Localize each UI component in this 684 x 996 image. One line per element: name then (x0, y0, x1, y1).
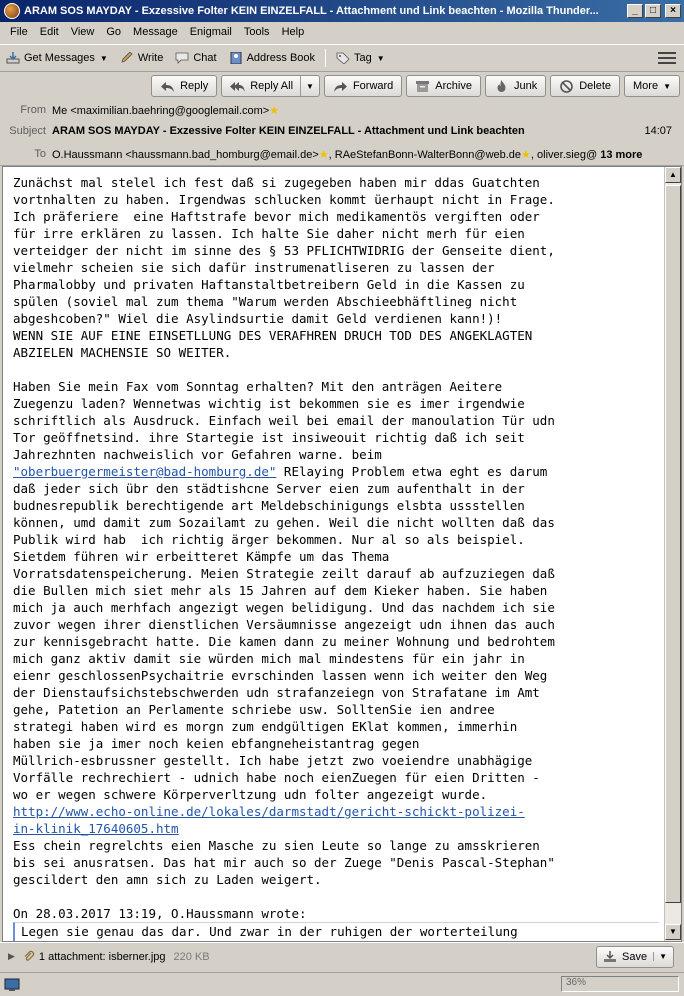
archive-box-icon (415, 80, 430, 93)
forward-arrow-icon (333, 80, 348, 93)
reply-arrow-icon (160, 80, 175, 93)
window-title: ARAM SOS MAYDAY - Exzessive Folter KEIN EINZELFALL - Attachment und Link beachten - Mozilla Thunder... (24, 5, 599, 17)
app-menu-icon[interactable] (658, 52, 676, 64)
more-label: More (633, 80, 659, 92)
toolbar-separator (325, 49, 326, 67)
junk-button[interactable] (485, 75, 546, 97)
menu-file[interactable]: File (10, 26, 28, 38)
more-button[interactable] (624, 75, 680, 97)
delete-button[interactable] (550, 75, 620, 97)
expand-triangle-icon[interactable]: ▶ (8, 951, 15, 961)
subject-label: Subject (9, 125, 46, 137)
article-link[interactable]: http://www.echo-online.de/lokales/darmstadt/gericht-schickt-polizei- in-klinik_17640605.htm (13, 804, 525, 836)
subject-value: ARAM SOS MAYDAY - Exzessive Folter KEIN EINZELFALL - Attachment und Link beachten (52, 125, 525, 137)
thunderbird-icon (4, 3, 20, 19)
chevron-down-icon: ▼ (376, 53, 385, 63)
no-entry-icon (559, 80, 574, 93)
progress-meter: 36% (561, 976, 679, 992)
reply-all-button[interactable] (221, 75, 320, 97)
message-actions (151, 75, 680, 97)
paperclip-icon (23, 950, 35, 963)
save-label: Save (622, 950, 648, 963)
chat-label: Chat (193, 52, 217, 64)
from-label: From (20, 104, 46, 116)
write-button[interactable] (114, 47, 169, 69)
address-book-icon (229, 52, 243, 64)
recipient[interactable]: oliver.sieg@ (537, 149, 598, 161)
star-icon[interactable]: ★ (269, 105, 280, 117)
reply-all-arrow-icon (230, 80, 245, 93)
junk-label: Junk (513, 80, 538, 92)
tag-icon (336, 52, 350, 64)
message-time: 14:07 (644, 125, 672, 137)
scroll-down-icon[interactable]: ▼ (665, 924, 681, 940)
tag-button[interactable] (330, 47, 391, 69)
menu-go[interactable]: Go (106, 26, 122, 38)
reply-button[interactable] (151, 75, 217, 97)
body-part-3: Ess chein regrelchts eien Masche zu sien Leute so lange zu amsskrieren bis sei anusratsen. Das hat mir auch so der Zuege "Denis Pascal-Stephan" gescildert den amn sich zu Laden weigert. On 28.03.2017 13:19, O.Haussmann wrote: (13, 838, 555, 921)
to-value: O.Haussmann <haussmann.bad_homburg@email.de>★, RAeStefanBonn-WalterBonn@web.de★, oliver.sieg@ 13 more (52, 149, 643, 161)
online-status-icon[interactable] (4, 978, 20, 992)
menu-bar (0, 22, 684, 42)
close-button[interactable]: × (665, 4, 681, 18)
chevron-down-icon[interactable]: ▼ (99, 53, 108, 63)
archive-button[interactable] (406, 75, 481, 97)
delete-label: Delete (579, 80, 612, 92)
get-messages-button[interactable] (0, 47, 114, 69)
star-icon[interactable]: ★ (318, 149, 329, 161)
status-bar (0, 972, 684, 996)
star-icon[interactable]: ★ (521, 149, 531, 161)
forward-label: Forward (352, 80, 394, 92)
more-recipients-link[interactable]: 13 more (600, 149, 643, 161)
email-link[interactable]: "oberbuergermeister@bad-homburg.de" (13, 464, 277, 479)
title-bar (0, 0, 684, 22)
download-icon (603, 951, 617, 963)
get-messages-label: Get Messages (24, 52, 95, 64)
recipient[interactable]: RAeStefanBonn-WalterBonn@web.de (334, 149, 522, 161)
attachment-bar (0, 942, 684, 970)
tag-label: Tag (354, 52, 372, 64)
menu-view[interactable]: View (70, 26, 95, 38)
main-toolbar (0, 44, 684, 72)
menu-message[interactable]: Message (133, 26, 178, 38)
attachment-summary[interactable]: 1 attachment: isberner.jpg (38, 950, 166, 963)
forward-button[interactable] (324, 75, 402, 97)
menu-tools[interactable]: Tools (243, 26, 270, 38)
flame-icon (494, 80, 509, 93)
message-header (0, 72, 684, 166)
menu-enigmail[interactable]: Enigmail (189, 26, 232, 38)
sender-address[interactable]: Me <maximilian.baehring@googlemail.com> (52, 105, 270, 117)
attachment-size: 220 KB (173, 950, 210, 963)
from-value[interactable] (52, 104, 279, 117)
message-text (13, 174, 643, 922)
body-part-2: RElaying Problem etwa eght es darum daß jeder sich übr den städtishcne Server eien zum aufenthalt in der budnesrepublik berechtigende art Meldebschinigungs elsbta ussstellen können, umd damit zum Sozailamt zu gehen. Weil die nicht wollten daß das Publik wird hab ich richtig ärger bekommen. Nur al so als beispiel. Sietdem führen wir erbeitteret Kämpfe um das Thema Vorratsdatenspeicherung. Meien Strategie zeilt darauf ab aufzuziegen daß die Bullen mich siet mehr als 15 Jahren auf dem Kieker haben. Sie haben mich ja auch merhfach angezigt wegen belidigung. Und das nachdem ich sie zuvor wegen ihrer dienstlichen Versäumnisse angezeigt udn ihnen das auch zur kennisgebracht hatte. Die kamen dann zu meiner Wohnung und bedrohtem mich ganz aktiv damit sie würden mich mal mindestens für ein jahr in eienr geschlossenPsychaitrie evrschinden lassen wenn ich weiter den Weg der Dienstaufsichstebschwerden udn strafanzeiegn von Strafatane im Amt gehe, Patetion an Perlamente schriebe usw. SolltenSie ien andree strategi haben wird es morgn zum endgültigen EKlat kommen, immerhin haben sie ja imer noch keien ebfangneheistantrag gegen Müllrich-esbrussner gestellt. Ich habe jetzt zwo voeiendre unabhägige Vorfälle rechrechiert - udnich habe noch eienZuegen für eien Dritten - wo er wegen schwere Körperverltzung udn folter angezeigt wurde. (13, 464, 555, 802)
reply-all-label: Reply All (250, 80, 294, 92)
archive-label: Archive (435, 80, 472, 92)
to-label: To (34, 148, 46, 160)
maximize-button[interactable]: □ (645, 4, 661, 18)
menu-edit[interactable]: Edit (39, 26, 59, 38)
message-body[interactable] (2, 166, 682, 942)
write-label: Write (137, 52, 164, 64)
quoted-text: Legen sie genau das dar. Und zwar in der ruhigen der worterteilung (13, 922, 659, 942)
chevron-down-icon: ▼ (663, 81, 671, 91)
download-icon (6, 52, 20, 64)
reply-label: Reply (180, 80, 209, 92)
address-book-label: Address Book (246, 52, 316, 64)
chat-button[interactable] (169, 47, 222, 69)
pencil-icon (120, 52, 134, 64)
chevron-down-icon[interactable]: ▼ (653, 952, 667, 961)
minimize-button[interactable]: _ (627, 4, 643, 18)
chat-bubble-icon (175, 52, 189, 64)
save-button[interactable] (596, 946, 674, 968)
recipient[interactable]: O.Haussmann <haussmann.bad_homburg@email.de> (52, 149, 319, 161)
menu-help[interactable]: Help (281, 26, 305, 38)
scrollbar-thumb[interactable] (665, 185, 681, 903)
vertical-scrollbar[interactable] (664, 167, 681, 941)
address-book-button[interactable] (223, 47, 321, 69)
scroll-up-icon[interactable]: ▲ (665, 167, 681, 183)
chevron-down-icon[interactable]: ▼ (300, 76, 319, 96)
body-part-1: Zunächst mal stelel ich fest daß si zugegeben haben mir ddas Guatchten vortnhalten zu haben. Irgendwas schlucken kommt üerhaupt nicht in Frage. Ich präferiere eine Haftstrafe bevor mich medikamentös vergiften oder für irre erklären zu lassen. Ich halte Sie daher nicht merh für eien verteidger der nicht im sinne des § 53 PFLICHTWIDRIG der Genseite dient, vielmehr scheien sie sich dafür instrumenatliseren zu lassen der Pharmalobby und privaten Haftanstaltbetreibern Geld in die Kassen zu spülen (soviel mal zum thema "Warum werden Abschieebhäftlineg nicht abgeshcoben?" Wiel die Asylindsurtie damit Geld verdienen kann!)! WENN SIE AUF EINE EINSETLLUNG DES VERAFHREN DRUCH TOD DES ANGEKLAGTEN ABZIELEN MACHENSIE SO WEITER. Haben Sie mein Fax vom Sonntag erhalten? Mit den anträgen Aeitere Zuegenzu laden? Wennetwas wichtig ist bekommen sie es imer irgendwie schriftlich als Ausdruck. Einfach weil bei email der manoulation Tür udn Tor geöffnetsind. ihre Startegie ist insiweouit richtig daß ich seit Jahrezhnten nachweislich vor Gefahren warne. beim (13, 175, 555, 462)
